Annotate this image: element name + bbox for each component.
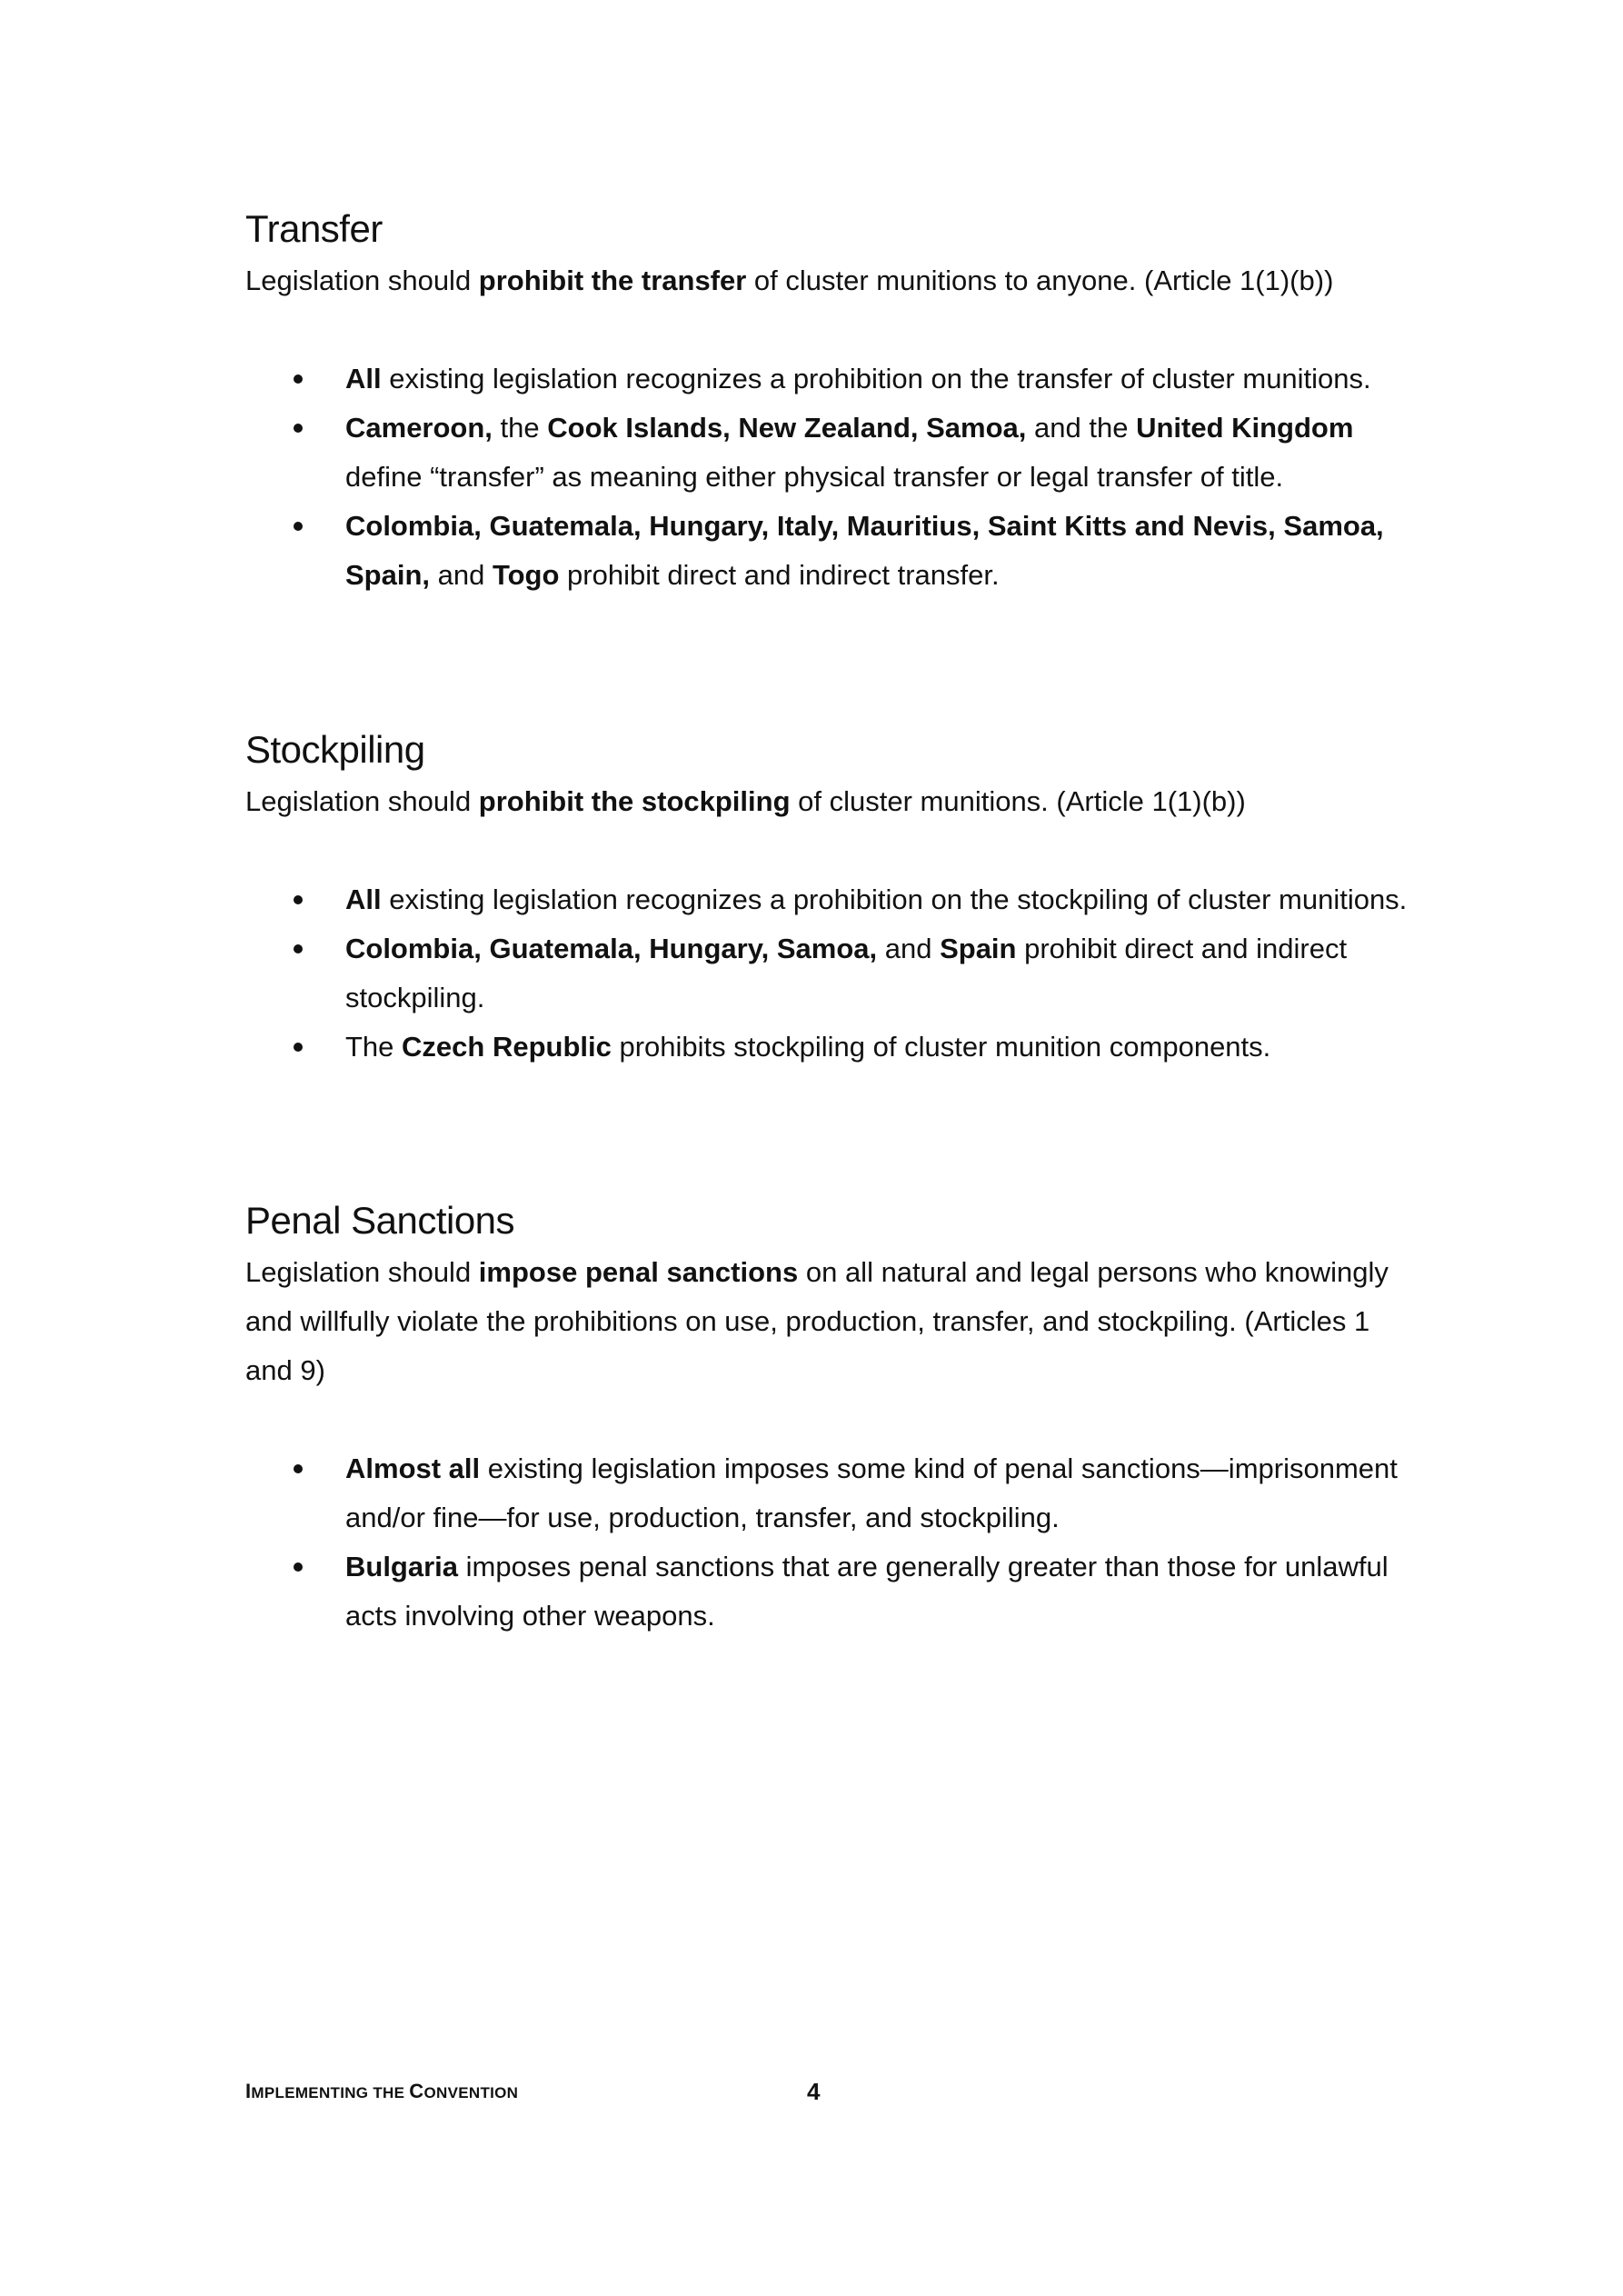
bullet-icon (294, 944, 303, 953)
list-item (245, 875, 1409, 924)
bullet-icon (294, 1464, 303, 1473)
section-transfer (245, 202, 1409, 600)
list-item (245, 924, 1409, 1023)
bullet-icon (294, 895, 303, 904)
body-text: The (345, 1031, 403, 1063)
section-penal-sanctions (245, 1193, 1409, 1641)
intro-emphasis: impose penal sanctions (478, 1256, 799, 1288)
emphasis-text: United Kingdom (1136, 412, 1354, 444)
footer-title-cap: I (245, 2080, 252, 2102)
body-text: and the (1026, 412, 1137, 444)
bullet-icon (294, 424, 303, 433)
list-item (245, 1023, 1409, 1072)
list-item (245, 404, 1409, 502)
emphasis-text: Colombia, Guatemala, Hungary, Samoa, (345, 933, 878, 964)
emphasis-text: Colombia, Guatemala, Hungary, Italy, Mauritius, Saint Kitts and Nevis, Samoa, Spain, (345, 510, 1384, 591)
list-item (245, 502, 1409, 600)
body-text: existing legislation recognizes a prohibition on the transfer of cluster munitions. (381, 363, 1371, 394)
intro-emphasis: prohibit the transfer (478, 265, 747, 296)
body-text: define “transfer” as meaning either physical transfer or legal transfer of title. (345, 461, 1284, 493)
section-heading: Transfer (245, 207, 383, 250)
intro-text: Legislation should (245, 265, 479, 296)
body-text: imposes penal sanctions that are generally greater than those for unlawful acts involving other weapons. (345, 1551, 1389, 1632)
emphasis-text: All (345, 363, 382, 394)
emphasis-text: Spain (940, 933, 1017, 964)
footer-title-rest: MPLEMENTING THE (251, 2084, 410, 2101)
emphasis-text: Togo (492, 559, 560, 591)
emphasis-text: Czech Republic (402, 1031, 612, 1063)
body-text: prohibit direct and indirect transfer. (559, 559, 1000, 591)
body-text: and (430, 559, 493, 591)
section-heading: Stockpiling (245, 728, 425, 771)
footer-title-rest: ONVENTION (423, 2084, 519, 2101)
intro-text: Legislation should (245, 785, 479, 817)
emphasis-text: Almost all (345, 1452, 481, 1484)
section-stockpiling (245, 723, 1409, 1072)
body-text: prohibits stockpiling of cluster munition components. (611, 1031, 1271, 1063)
body-text: prohibit direct and indirect stockpiling. (345, 933, 1348, 1013)
page-number: 4 (807, 2078, 821, 2105)
emphasis-text: Cook Islands, New Zealand, Samoa, (547, 412, 1027, 444)
bullet-icon (294, 1043, 303, 1052)
body-text: existing legislation imposes some kind of penal sanctions—imprisonment and/or fine—for use, production, transfer, and stockpiling. (345, 1452, 1398, 1533)
intro-text: Legislation should (245, 1256, 479, 1288)
bullet-list (245, 354, 1409, 600)
body-text: existing legislation recognizes a prohibition on the stockpiling of cluster munitions. (381, 883, 1408, 915)
intro-text: on all natural and legal persons who knowingly and willfully violate the prohibitions on use, production, transfer, and stockpiling. (Articles 1 and 9) (245, 1256, 1389, 1386)
footer-document-title (245, 2080, 518, 2103)
bullet-icon (294, 1562, 303, 1572)
intro-emphasis: prohibit the stockpiling (478, 785, 791, 817)
emphasis-text: Bulgaria (345, 1551, 459, 1582)
section-intro (245, 777, 1409, 826)
emphasis-text: All (345, 883, 382, 915)
bullet-icon (294, 374, 303, 384)
bullet-icon (294, 522, 303, 531)
list-item (245, 1542, 1409, 1641)
list-item (245, 354, 1409, 404)
footer-title-cap: C (409, 2080, 424, 2102)
section-heading: Penal Sanctions (245, 1199, 515, 1242)
bullet-list (245, 875, 1409, 1072)
body-text: the (492, 412, 548, 444)
list-item (245, 1444, 1409, 1542)
body-text: and (877, 933, 941, 964)
intro-text: of cluster munitions to anyone. (Article 1(1)(b)) (746, 265, 1334, 296)
bullet-list (245, 1444, 1409, 1641)
section-intro (245, 1248, 1409, 1395)
section-intro (245, 256, 1409, 305)
emphasis-text: Cameroon, (345, 412, 493, 444)
intro-text: of cluster munitions. (Article 1(1)(b)) (790, 785, 1246, 817)
